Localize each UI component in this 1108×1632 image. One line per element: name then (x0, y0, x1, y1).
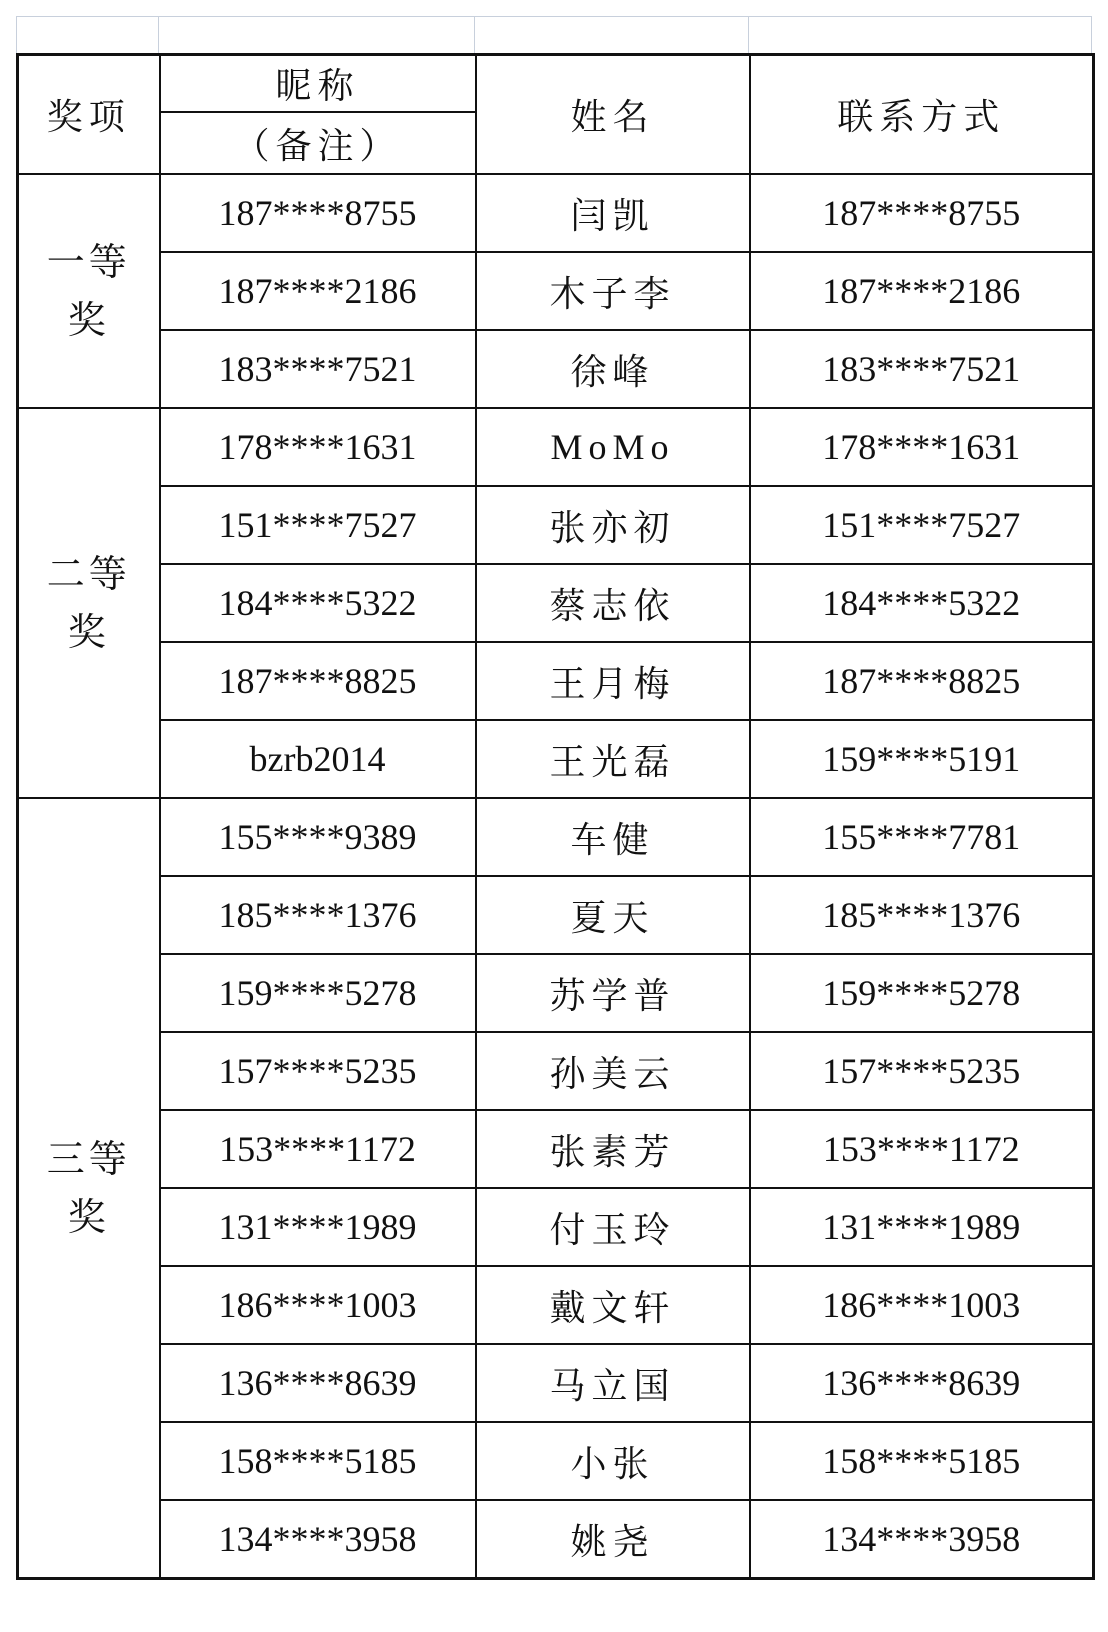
name-cell: 木子李 (476, 252, 750, 330)
contact-cell: 178****1631 (750, 408, 1094, 486)
table-row (18, 252, 1094, 330)
header-remark: （备注） (160, 112, 476, 174)
contact-cell: 136****8639 (750, 1344, 1094, 1422)
nickname-cell: 153****1172 (160, 1110, 476, 1188)
name-cell: MoMo (476, 408, 750, 486)
prize-label-line2: 奖 (67, 298, 110, 342)
nickname-cell: 185****1376 (160, 876, 476, 954)
winners-sheet (16, 16, 1092, 1580)
table-row (18, 642, 1094, 720)
contact-cell: 153****1172 (750, 1110, 1094, 1188)
blank-cell (475, 17, 749, 53)
table-row (18, 1422, 1094, 1500)
name-cell: 夏天 (476, 876, 750, 954)
table-row (18, 408, 1094, 486)
nickname-cell: 136****8639 (160, 1344, 476, 1422)
nickname-cell: 187****8755 (160, 174, 476, 252)
contact-cell: 159****5191 (750, 720, 1094, 798)
contact-cell: 134****3958 (750, 1500, 1094, 1579)
name-cell: 姚尧 (476, 1500, 750, 1579)
nickname-cell: 131****1989 (160, 1188, 476, 1266)
name-cell: 王光磊 (476, 720, 750, 798)
nickname-cell: 178****1631 (160, 408, 476, 486)
header-prize: 奖项 (18, 55, 160, 175)
name-cell: 付玉玲 (476, 1188, 750, 1266)
contact-cell: 187****2186 (750, 252, 1094, 330)
name-cell: 苏学普 (476, 954, 750, 1032)
nickname-cell: 186****1003 (160, 1266, 476, 1344)
nickname-cell: 187****8825 (160, 642, 476, 720)
prize-label-line2: 奖 (67, 610, 110, 654)
name-cell: 蔡志依 (476, 564, 750, 642)
name-cell: 孙美云 (476, 1032, 750, 1110)
prize-level-cell (18, 798, 160, 1579)
name-cell: 小张 (476, 1422, 750, 1500)
nickname-cell: 159****5278 (160, 954, 476, 1032)
name-cell: 马立国 (476, 1344, 750, 1422)
table-row (18, 954, 1094, 1032)
table-row (18, 876, 1094, 954)
prize-label-line1: 三等 (46, 1137, 131, 1181)
name-cell: 王月梅 (476, 642, 750, 720)
winners-body (18, 174, 1094, 1579)
contact-cell: 187****8755 (750, 174, 1094, 252)
winners-table (16, 53, 1095, 1580)
header-nickname: 昵称 (160, 55, 476, 113)
contact-cell: 186****1003 (750, 1266, 1094, 1344)
table-row (18, 486, 1094, 564)
table-row (18, 1032, 1094, 1110)
nickname-cell: 134****3958 (160, 1500, 476, 1579)
nickname-cell: 157****5235 (160, 1032, 476, 1110)
table-row (18, 330, 1094, 408)
contact-cell: 155****7781 (750, 798, 1094, 876)
nickname-cell: 184****5322 (160, 564, 476, 642)
prize-label-line1: 二等 (46, 552, 131, 596)
blank-cell (749, 17, 1093, 53)
contact-cell: 151****7527 (750, 486, 1094, 564)
prize-label-line2: 奖 (67, 1195, 110, 1239)
prize-level-cell (18, 408, 160, 798)
table-row (18, 1188, 1094, 1266)
contact-cell: 131****1989 (750, 1188, 1094, 1266)
blank-top-row (16, 16, 1092, 53)
contact-cell: 187****8825 (750, 642, 1094, 720)
nickname-cell: 155****9389 (160, 798, 476, 876)
prize-label-line1: 一等 (46, 240, 131, 284)
contact-cell: 184****5322 (750, 564, 1094, 642)
table-row (18, 1110, 1094, 1188)
blank-cell (17, 17, 159, 53)
nickname-cell: bzrb2014 (160, 720, 476, 798)
header-contact: 联系方式 (750, 55, 1094, 175)
contact-cell: 159****5278 (750, 954, 1094, 1032)
nickname-cell: 183****7521 (160, 330, 476, 408)
name-cell: 闫凯 (476, 174, 750, 252)
contact-cell: 158****5185 (750, 1422, 1094, 1500)
name-cell: 车健 (476, 798, 750, 876)
name-cell: 戴文轩 (476, 1266, 750, 1344)
table-row (18, 174, 1094, 252)
table-row (18, 564, 1094, 642)
name-cell: 张亦初 (476, 486, 750, 564)
contact-cell: 185****1376 (750, 876, 1094, 954)
blank-cell (159, 17, 475, 53)
nickname-cell: 151****7527 (160, 486, 476, 564)
contact-cell: 157****5235 (750, 1032, 1094, 1110)
contact-cell: 183****7521 (750, 330, 1094, 408)
table-row (18, 1344, 1094, 1422)
table-row (18, 720, 1094, 798)
header-name: 姓名 (476, 55, 750, 175)
nickname-cell: 158****5185 (160, 1422, 476, 1500)
table-row (18, 1266, 1094, 1344)
name-cell: 徐峰 (476, 330, 750, 408)
table-row (18, 798, 1094, 876)
nickname-cell: 187****2186 (160, 252, 476, 330)
name-cell: 张素芳 (476, 1110, 750, 1188)
prize-level-cell (18, 174, 160, 408)
table-row (18, 1500, 1094, 1579)
